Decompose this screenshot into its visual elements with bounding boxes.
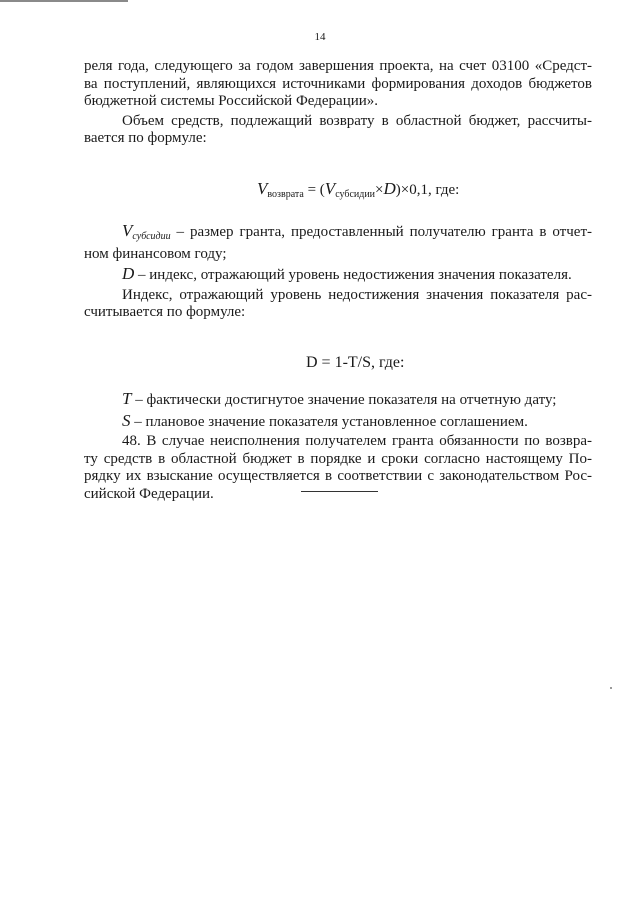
definition-text: – размер гранта, предоставленный получателю гранта в отчет- — [170, 224, 592, 240]
definition-symbol-subscript: субсидии — [132, 231, 171, 242]
text-line: считывается по формуле: — [84, 304, 246, 320]
definition-symbol: D — [122, 264, 135, 283]
text-line — [84, 412, 592, 432]
text-line: ту средств в областной бюджет в порядке и сроки согласно настоящему По- — [84, 450, 592, 467]
definition-v-subsidy — [84, 222, 592, 263]
document-body — [84, 58, 592, 505]
definition-text: – плановое значение показателя установленное соглашением. — [130, 413, 528, 430]
formula-return-volume — [257, 180, 592, 204]
definition-s — [84, 412, 592, 432]
definition-text: – фактически достигнутое значение показателя на отчетную дату; — [131, 392, 557, 408]
definition-t — [84, 390, 592, 410]
text-line — [84, 390, 592, 410]
page-number: 14 — [314, 31, 326, 43]
formula-index-d: D = 1-T/S, где: — [306, 353, 405, 371]
definition-symbol: V — [122, 221, 133, 240]
text-line: рядку их взыскание осуществляется в соответствии с законодательством Рос- — [84, 468, 592, 484]
definition-symbol: S — [122, 410, 131, 430]
formula-symbol-v: V — [257, 178, 268, 198]
definition-d — [84, 265, 592, 285]
paragraph-index-formula-intro — [84, 287, 592, 322]
paragraph-return-volume — [84, 113, 592, 148]
formula-tail: )×0,1, где: — [395, 181, 460, 198]
text-line — [84, 222, 592, 246]
text-line: вается по формуле: — [84, 130, 207, 146]
text-line: бюджетной системы Российской Федерации». — [84, 93, 379, 109]
paragraph-48 — [84, 433, 592, 503]
paragraph-budget-return-account — [84, 58, 592, 111]
text-line: ва поступлений, являющихся источниками формирования доходов бюджетов — [84, 75, 592, 92]
formula-subscript-subsidy: субсидии — [335, 188, 376, 200]
formula-symbol-v: V — [324, 178, 336, 198]
text-line: 48. В случае неисполнения получателем гранта обязанности по возвра- — [122, 433, 592, 449]
formula-subscript-return: возврата — [267, 188, 304, 200]
text-line: сийской Федерации. — [84, 485, 214, 502]
text-line: Объем средств, подлежащий возврату в областной бюджет, рассчиты- — [122, 112, 592, 129]
scan-edge-line — [0, 0, 128, 2]
formula-symbol-d: D — [383, 178, 396, 198]
text-line — [84, 265, 592, 285]
text-line: реля года, следующего за годом завершения проекта, на счет 03100 «Средст- — [84, 58, 592, 74]
text-line: Индекс, отражающий уровень недостижения значения показателя рас- — [122, 286, 592, 303]
formula-equals-open: = ( — [303, 181, 325, 198]
scan-speck — [610, 687, 612, 689]
definition-text: – индекс, отражающий уровень недостижения значения показателя. — [134, 267, 572, 283]
formula-times: × — [375, 181, 384, 198]
text-line: ном финансовом году; — [84, 245, 227, 262]
end-of-text-rule — [301, 491, 378, 492]
definition-symbol: T — [122, 389, 132, 408]
